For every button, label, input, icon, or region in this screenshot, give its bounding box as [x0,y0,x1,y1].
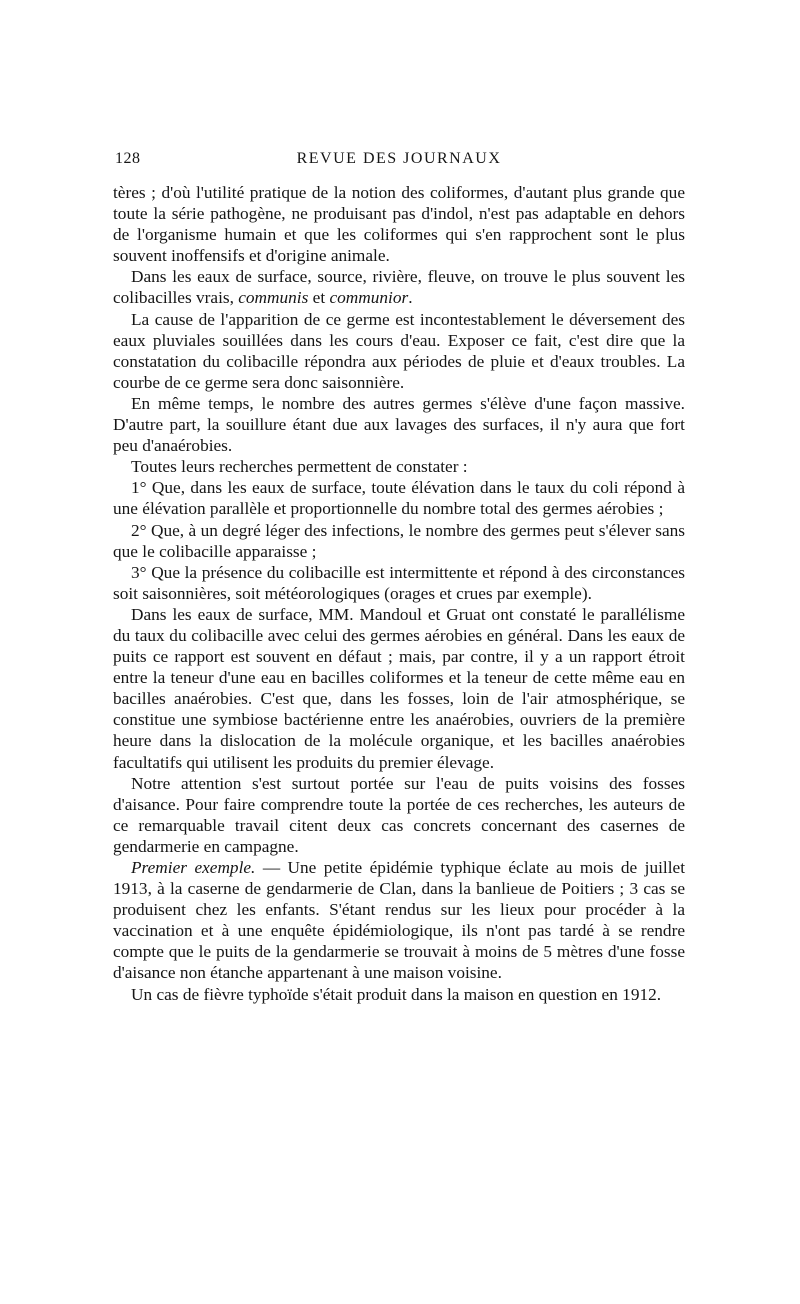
paragraph-meme-temps: En même temps, le nombre des autres germes s'élève d'une façon massive. D'autre part, la souillure étant due aux lavages des surfaces, il n'y aura que fort peu d'anaérobies. [113,393,685,456]
paragraph-premier-exemple [113,857,685,984]
paragraph-parallelisme: Dans les eaux de surface, MM. Mandoul et Gruat ont constaté le parallélisme du taux du colibacille avec celui des germes aérobies en général. Dans les eaux de puits ce rapport est souvent en défaut ; mais, par contre, il y a un rapport étroit entre la teneur d'une eau en bacilles coliformes et la teneur de cette même eau en bacilles anaérobies. C'est que, dans les fosses, loin de l'air atmosphérique, se constitue une symbiose bactérienne entre les anaérobies, ouvriers de la première heure dans la dislocation de la molécule organique, et les bacilles anaérobies facultatifs qui utilisent les produits du premier élevage. [113,604,685,772]
paragraph-text: — Une petite épidémie typhique éclate au mois de juillet 1913, à la caserne de gendarmerie de Clan, dans la banlieue de Poitiers ; 3 cas se produisent chez les enfants. S'étant rendus sur les lieux pour procéder à la vaccination et à une enquête épidémiologique, ils n'ont pas tardé à se rendre compte que le puits de la gendarmerie se trouvait à moins de 5 mètres d'une fosse d'aisance non étanche appartenant à une maison voisine. [113,858,686,983]
italic-term-communior: communior [329,288,409,308]
paragraph-point-1: 1° Que, dans les eaux de surface, toute élévation dans le taux du coli répond à une élévation parallèle et proportionnelle du nombre total des germes aérobies ; [113,478,685,519]
page-number: 128 [115,150,141,167]
paragraph-text: Dans les eaux de surface, source, rivière, fleuve, on trouve le plus souvent les colibacilles vrais, [113,267,685,308]
italic-term-communis: communis [238,288,309,308]
journal-title: REVUE DES JOURNAUX [296,150,502,167]
paragraph-recherches: Toutes leurs recherches permettent de constater : [131,457,468,477]
paragraph-eaux-surface [113,266,685,308]
italic-lead-premier-exemple: Premier exemple. [131,858,256,877]
paragraph-text: et [308,288,330,308]
paragraph-point-3: 3° Que la présence du colibacille est intermittente et répond à des circonstances soit saisonnières, soit météorologiques (orages et crues par exemple). [113,562,685,603]
paragraph-point-2: 2° Que, à un degré léger des infections, le nombre des germes peut s'élever sans que le colibacille apparaisse ; [113,520,685,561]
paragraph-fievre-typhoide: Un cas de fièvre typhoïde s'était produit dans la maison en question en 1912. [131,984,662,1004]
running-head [113,150,685,174]
book-page [113,150,685,1005]
article-body [113,182,685,1005]
paragraph-text: . [408,288,413,308]
paragraph-coliformes: tères ; d'où l'utilité pratique de la notion des coliformes, d'autant plus grande que toute la série pathogène, ne produisant pas d'indol, n'est pas adaptable en dehors de l'organisme humain et que les coliformes qui s'en rapprochent sont le plus souvent inoffensifs et d'origine animale. [113,183,685,266]
paragraph-cause-apparition: La cause de l'apparition de ce germe est incontestablement le déversement des eaux pluviales souillées dans les cours d'eau. Exposer ce fait, c'est dire que la constatation du colibacille répondra aux périodes de pluie et d'eaux troubles. La courbe de ce germe sera donc saisonnière. [113,309,685,392]
paragraph-puits-voisins: Notre attention s'est surtout portée sur l'eau de puits voisins des fosses d'aisance. Pour faire comprendre toute la portée de ces recherches, les auteurs de ce remarquable travail citent deux cas concrets concernant des casernes de gendarmerie en campagne. [113,773,685,856]
